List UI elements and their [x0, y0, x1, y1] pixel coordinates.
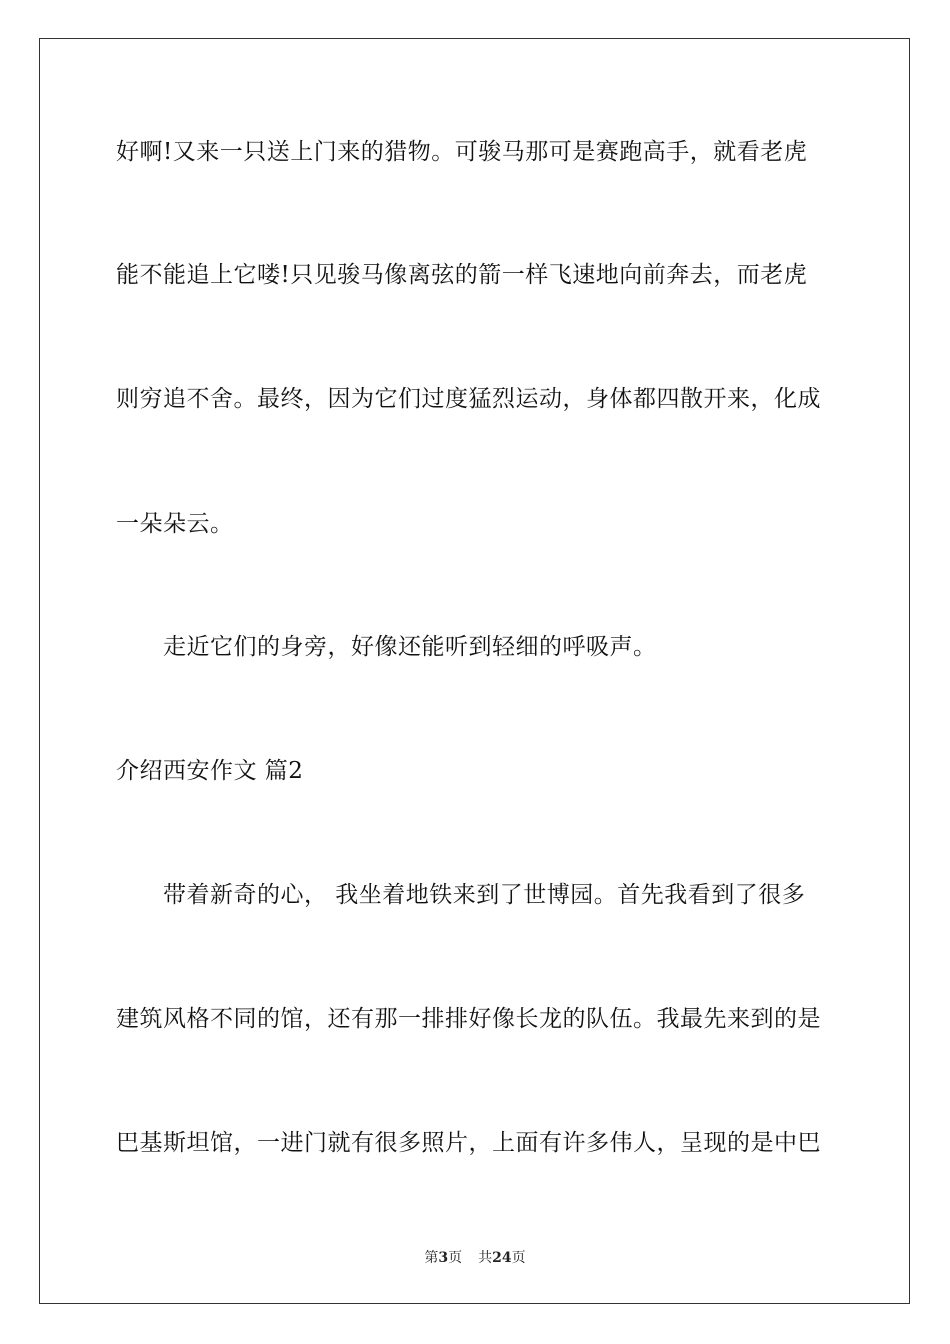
total-suffix: 页 [511, 1250, 526, 1266]
paragraph-line: 巴基斯坦馆，一进门就有很多照片，上面有许多伟人，呈现的是中巴 [116, 1130, 821, 1156]
page-suffix: 页 [448, 1250, 463, 1266]
page-footer [0, 1247, 950, 1267]
paragraph-line: 带着新奇的心， 我坐着地铁来到了世博园。首先我看到了很多 [163, 882, 806, 908]
paragraph-line: 一朵朵云。 [116, 511, 234, 537]
paragraph-line: 好啊!又来一只送上门来的猎物。可骏马那可是赛跑高手，就看老虎 [116, 139, 808, 165]
paragraph-line: 能不能追上它喽!只见骏马像离弦的箭一样飞速地向前奔去，而老虎 [116, 262, 808, 288]
section-heading: 介绍西安作文 篇2 [116, 758, 304, 784]
paragraph-line: 建筑风格不同的馆，还有那一排排好像长龙的队伍。我最先来到的是 [116, 1006, 821, 1032]
page-border [39, 38, 910, 1304]
paragraph-line: 则穷追不舍。最终，因为它们过度猛烈运动，身体都四散开来，化成 [116, 386, 821, 412]
paragraph-line: 走近它们的身旁，好像还能听到轻细的呼吸声。 [163, 634, 657, 660]
page-current: 3 [438, 1250, 449, 1266]
page-prefix: 第 [424, 1250, 439, 1266]
total-pages: 24 [492, 1250, 512, 1266]
total-prefix: 共 [478, 1250, 493, 1266]
